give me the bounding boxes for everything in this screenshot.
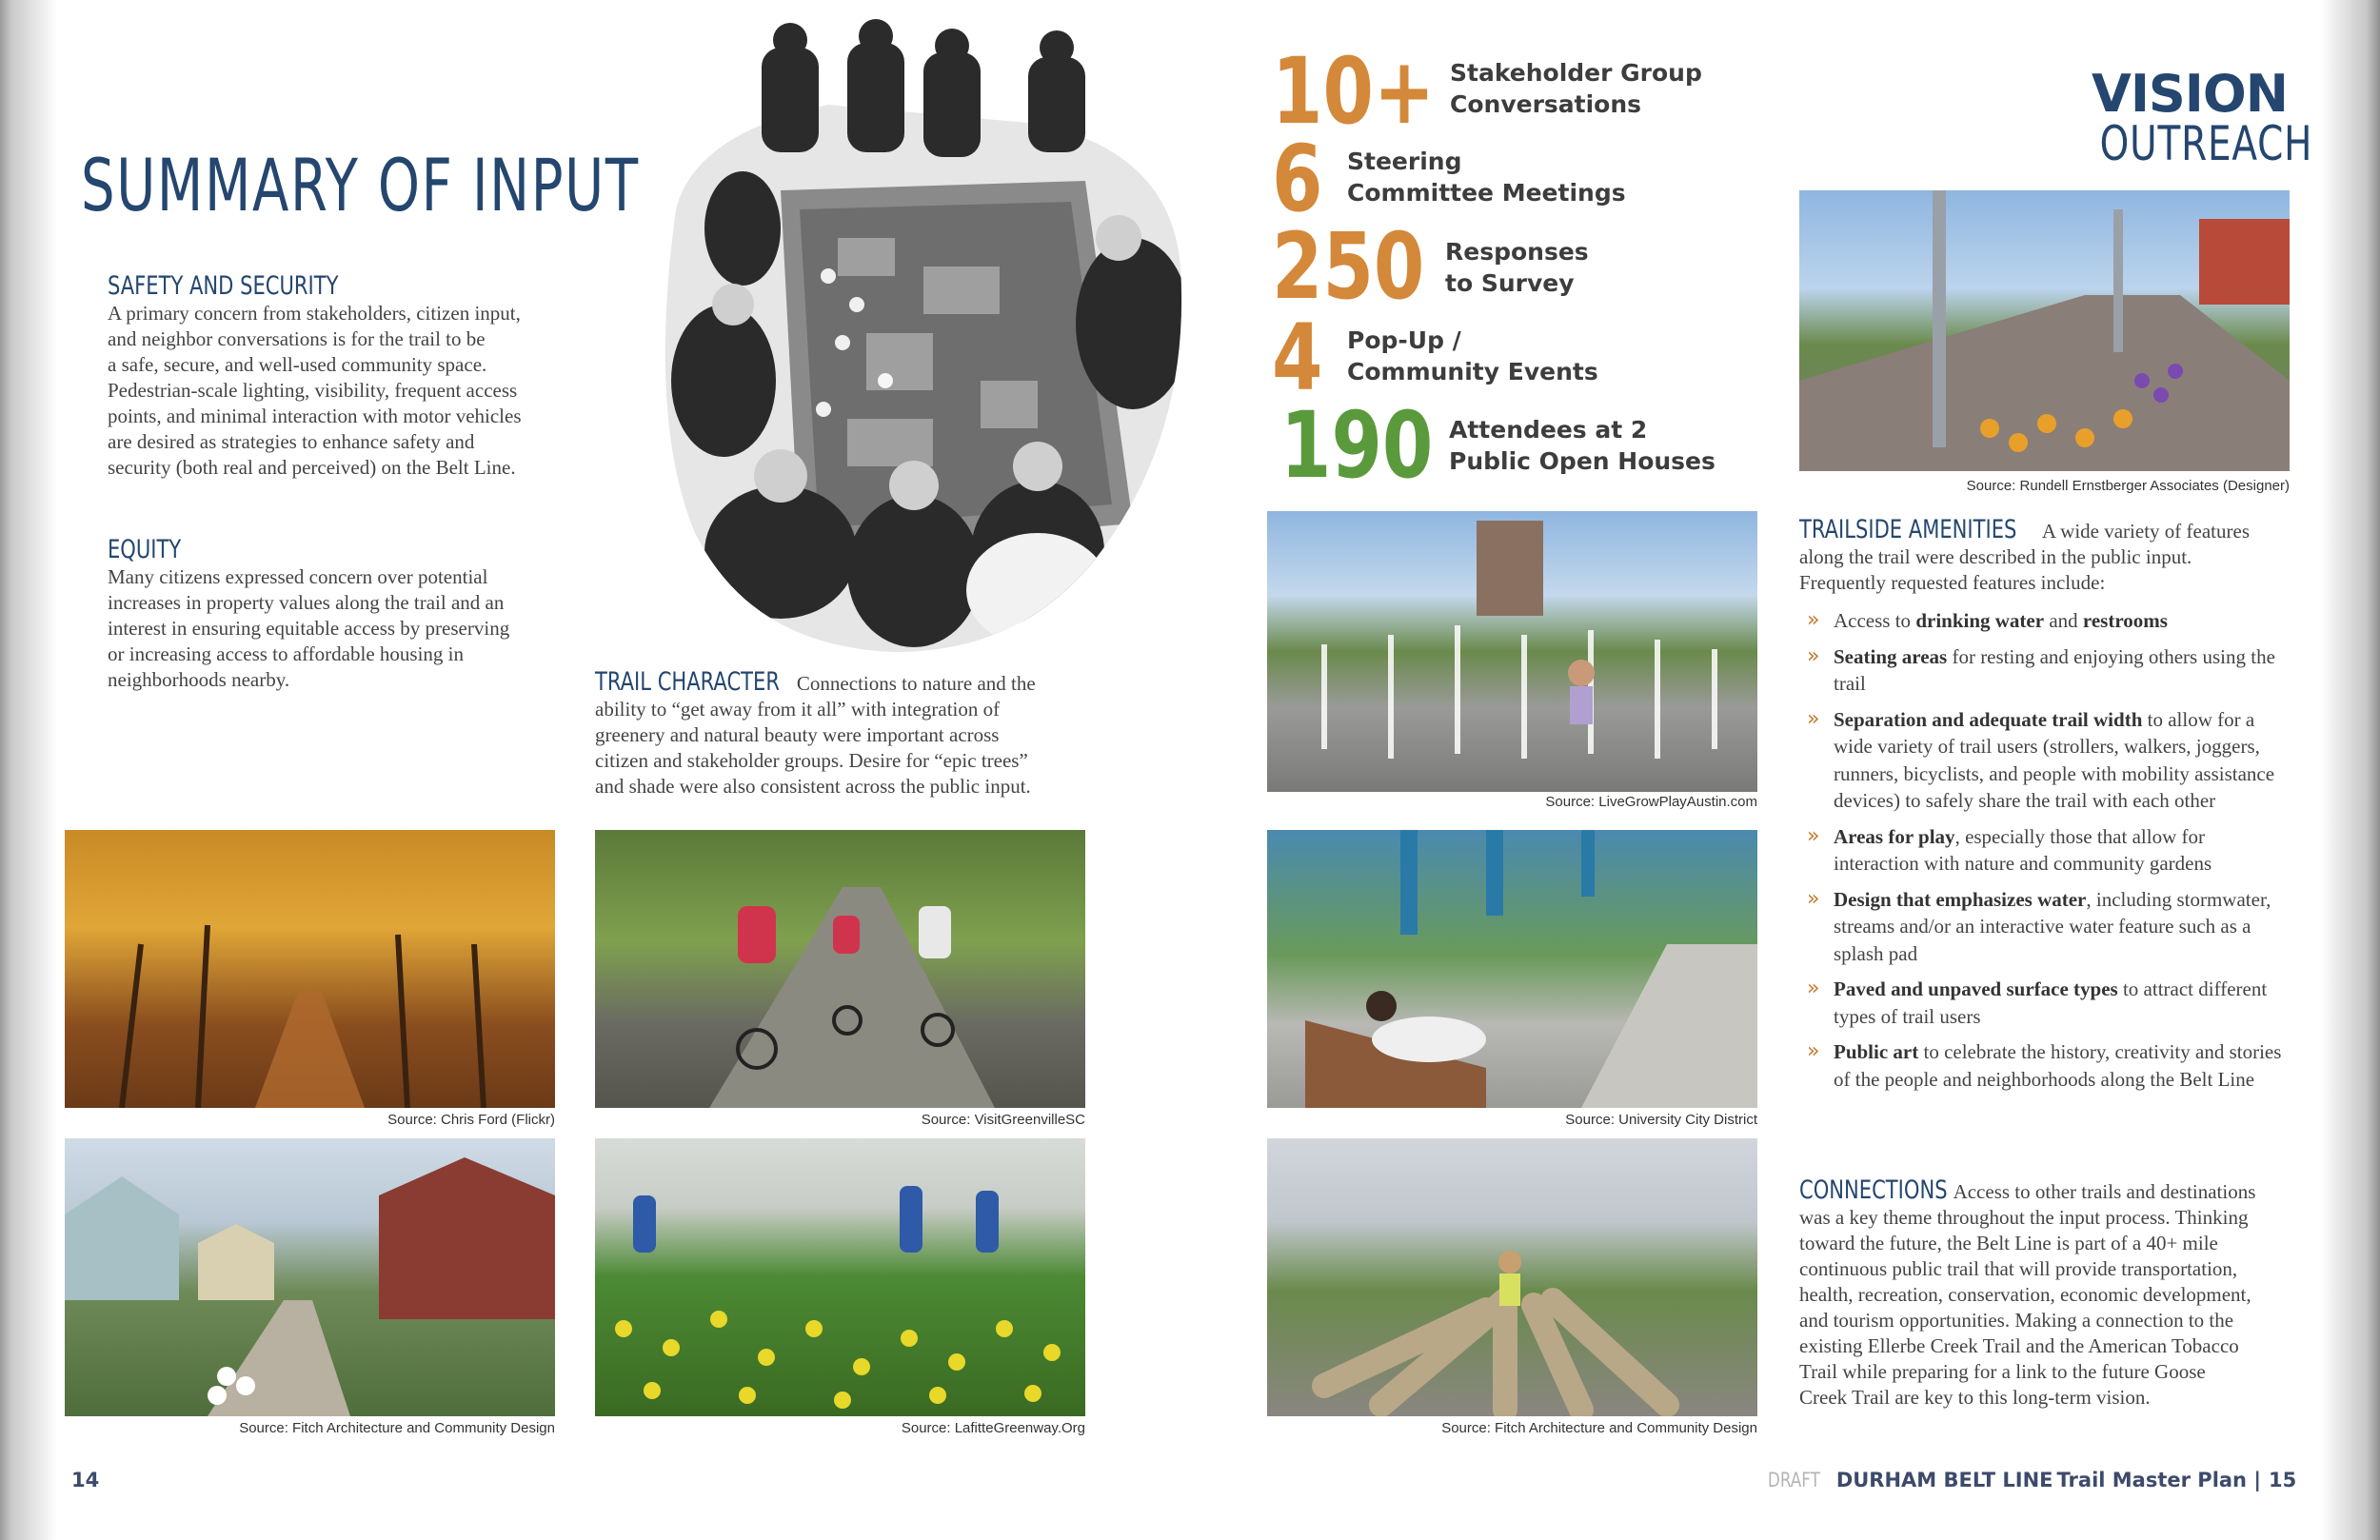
stat-value: 6 [1272,126,1323,232]
amenities-line: Frequently requested features include: [1799,571,2106,594]
fountain-illustration [1267,511,1757,792]
amenity-text: , including stormwater, streams and/or an interactive water feature such as a splash pad [1834,887,2271,965]
autumn-trees-illustration [65,830,555,1108]
safety-line: security (both real and perceived) on the Belt Line. [108,456,516,479]
stat-value: 4 [1272,305,1323,411]
connections-section [1799,1177,2294,1411]
amenities-first-row [1799,517,2294,544]
trail-character-body [595,697,1071,800]
vision-word: VISION [2092,64,2288,124]
safety-line: points, and minimal interaction with motor vehicles [108,405,522,427]
street-illustration [1799,190,2290,471]
logs-illustration [1267,1138,1757,1416]
connections-line: toward the future, the Belt Line is part of a 40+ mile [1799,1232,2218,1254]
right-page-number: 15 [2269,1469,2297,1491]
amenity-text: for resting and enjoying others using the trail [1834,644,2275,695]
right-footer [1761,1469,2297,1491]
equity-body [108,564,584,693]
trail-character-section [595,669,1071,800]
connections-line: continuous public trail that will provide transportation, [1799,1257,2238,1280]
vision-outreach-badge [2047,64,2313,171]
chevron-icon: » [1807,977,1820,1000]
amenity-bold: Separation and adequate trail width [1834,707,2143,731]
chevron-icon: » [1807,1039,1820,1063]
stat-label-line: Responses [1445,238,1589,266]
safety-line: A primary concern from stakeholders, citizen input, [108,302,521,325]
chevron-icon: » [1807,823,1820,848]
bikes-photo [595,830,1085,1108]
amenity-text: to allow for a wide variety of trail users (strollers, walkers, joggers, runners, bicyclists, and people with mobility assistance devices) to safely share the trail with each other [1834,707,2275,812]
amenity-bold: Areas for play [1834,824,1955,848]
chevron-icon: » [1807,706,1820,731]
stat-label [1449,414,1716,477]
left-grunge-edge [0,0,67,1540]
trail-character-heading: TRAIL CHARACTER [595,667,780,697]
amenities-heading: TRAILSIDE AMENITIES [1799,515,2017,544]
equity-section [108,535,584,693]
cottages-photo [65,1138,555,1416]
amenity-text: Access to [1834,609,1916,632]
safety-line: Pedestrian-scale lighting, visibility, frequent access [108,379,518,402]
stat-label-line: Community Events [1347,358,1598,385]
chevron-icon: » [1807,886,1820,911]
stat-row [1272,38,1476,145]
trail-character-first-row [595,669,1071,697]
equity-line: increases in property values along the trail and an [108,591,505,614]
stat-label-line: Conversations [1450,90,1642,118]
amenity-bold: Design that emphasizes water [1834,887,2087,911]
page-title: SUMMARY OF INPUT [81,143,640,227]
bikes-caption: Source: VisitGreenvilleSC [921,1112,1085,1128]
logs-photo [1267,1138,1757,1416]
amenities-list [1799,607,2294,1093]
draft-label: DRAFT [1767,1469,1820,1491]
connections-line: was a key theme throughout the input process. Thinking [1799,1206,2249,1229]
outreach-word: OUTREACH [2099,116,2313,171]
trail-character-line: citizen and stakeholder groups. Desire for “epic trees” [595,749,1028,772]
trail-character-line: and shade were also consistent across the public input. [595,775,1031,798]
amenity-bold: Seating areas [1834,644,1948,668]
equity-line: Many citizens expressed concern over potential [108,565,488,588]
stat-label-line: Committee Meetings [1347,179,1626,207]
safety-heading: SAFETY AND SECURITY [108,271,339,301]
list-item [1799,1038,2294,1093]
equity-line: or increasing access to affordable housing in [108,642,464,665]
stat-value: 10+ [1272,38,1436,145]
stat-row [1272,213,1462,320]
stat-label [1347,146,1626,208]
left-page-number: 14 [71,1469,100,1491]
equity-heading: EQUITY [108,535,182,564]
safety-line: a safe, secure, and well-used community space. [108,353,487,376]
list-item [1799,643,2294,698]
lounge-caption: Source: University City District [1565,1112,1757,1128]
amenity-bold: restrooms [2082,609,2168,632]
safety-line: are desired as strategies to enhance safety and [108,430,475,453]
stat-label [1445,236,1589,299]
safety-section [108,271,584,481]
amenity-bold: Public art [1834,1040,1919,1063]
amenities-section [1799,517,2294,1101]
stat-label-line: to Survey [1445,269,1575,297]
stat-value: 250 [1272,213,1425,320]
trail-character-line: Connections to nature and the [796,672,1036,695]
cottages-caption: Source: Fitch Architecture and Community Design [239,1420,555,1436]
footer-plan-name: DURHAM BELT LINE [1835,1469,2053,1491]
bikes-illustration [595,830,1085,1108]
connections-line: health, recreation, conservation, economic development, [1799,1283,2251,1306]
flowers-illustration [595,1138,1085,1416]
flowers-photo [595,1138,1085,1416]
stat-label-line: Steering [1347,148,1462,175]
amenities-line: A wide variety of features [2041,520,2250,543]
connections-body [1799,1205,2294,1411]
list-item [1799,823,2294,878]
stat-row [1280,392,1471,499]
workshop-illustration [638,19,1190,657]
trail-character-line: greenery and natural beauty were important across [595,723,1000,746]
logs-caption: Source: Fitch Architecture and Community Design [1441,1420,1757,1436]
workshop-photo [638,19,1190,657]
list-item [1799,886,2294,968]
list-item [1799,706,2294,815]
stat-row [1272,126,1336,232]
connections-line: Access to other trails and destinations [1953,1180,2256,1203]
fountain-photo [1267,511,1757,792]
connections-line: Creek Trail are key to this long-term vision. [1799,1386,2151,1409]
equity-line: interest in ensuring equitable access by preserving [108,617,510,640]
amenity-text: to attract different types of trail users [1834,977,2268,1028]
stat-label-line: Stakeholder Group [1450,59,1702,87]
stat-label-line: Pop-Up / [1347,326,1461,354]
list-item [1799,607,2294,635]
chevron-icon: » [1807,643,1820,668]
chevron-icon: » [1807,608,1820,632]
amenities-intro [1799,544,2294,596]
stat-label-line: Public Open Houses [1449,447,1716,475]
fountain-caption: Source: LiveGrowPlayAustin.com [1545,794,1757,810]
amenities-line: along the trail were described in the public input. [1799,545,2192,568]
stat-label [1450,57,1702,120]
amenity-text: , especially those that allow for interaction with nature and community gardens [1834,824,2212,875]
right-grunge-edge [2313,0,2380,1540]
trees-caption: Source: Chris Ford (Flickr) [387,1112,555,1128]
footer-doc-title: Trail Master Plan | [2056,1469,2261,1491]
street-caption: Source: Rundell Ernstberger Associates (Designer) [1966,478,2290,494]
connections-line: existing Ellerbe Creek Trail and the American Tobacco [1799,1334,2239,1357]
amenity-bold: drinking water [1915,609,2045,632]
safety-line: and neighbor conversations is for the trail to be [108,327,486,350]
flowers-caption: Source: LafitteGreenway.Org [901,1420,1085,1436]
connections-first-row [1799,1177,2294,1205]
connections-line: Trail while preparing for a link to the future Goose [1799,1360,2206,1383]
amenity-bold: Paved and unpaved surface types [1834,977,2118,1000]
stat-label [1347,325,1598,387]
stat-row [1272,305,1336,411]
lounge-illustration [1267,830,1757,1108]
equity-line: neighborhoods nearby. [108,668,290,691]
lounge-photo [1267,830,1757,1108]
stat-value: 190 [1280,392,1434,499]
cottages-illustration [65,1138,555,1416]
street-photo [1799,190,2290,471]
stat-label-line: Attendees at 2 [1449,416,1648,444]
safety-body [108,301,584,481]
connections-line: and tourism opportunities. Making a connection to the [1799,1309,2234,1332]
autumn-trees-photo [65,830,555,1108]
trail-character-line: ability to “get away from it all” with integration of [595,698,1001,721]
list-item [1799,976,2294,1030]
connections-heading: CONNECTIONS [1799,1175,1948,1205]
amenity-text: to celebrate the history, creativity and stories of the people and neighborhoods along the Belt Line [1834,1040,2282,1091]
amenity-text: and [2044,609,2083,632]
